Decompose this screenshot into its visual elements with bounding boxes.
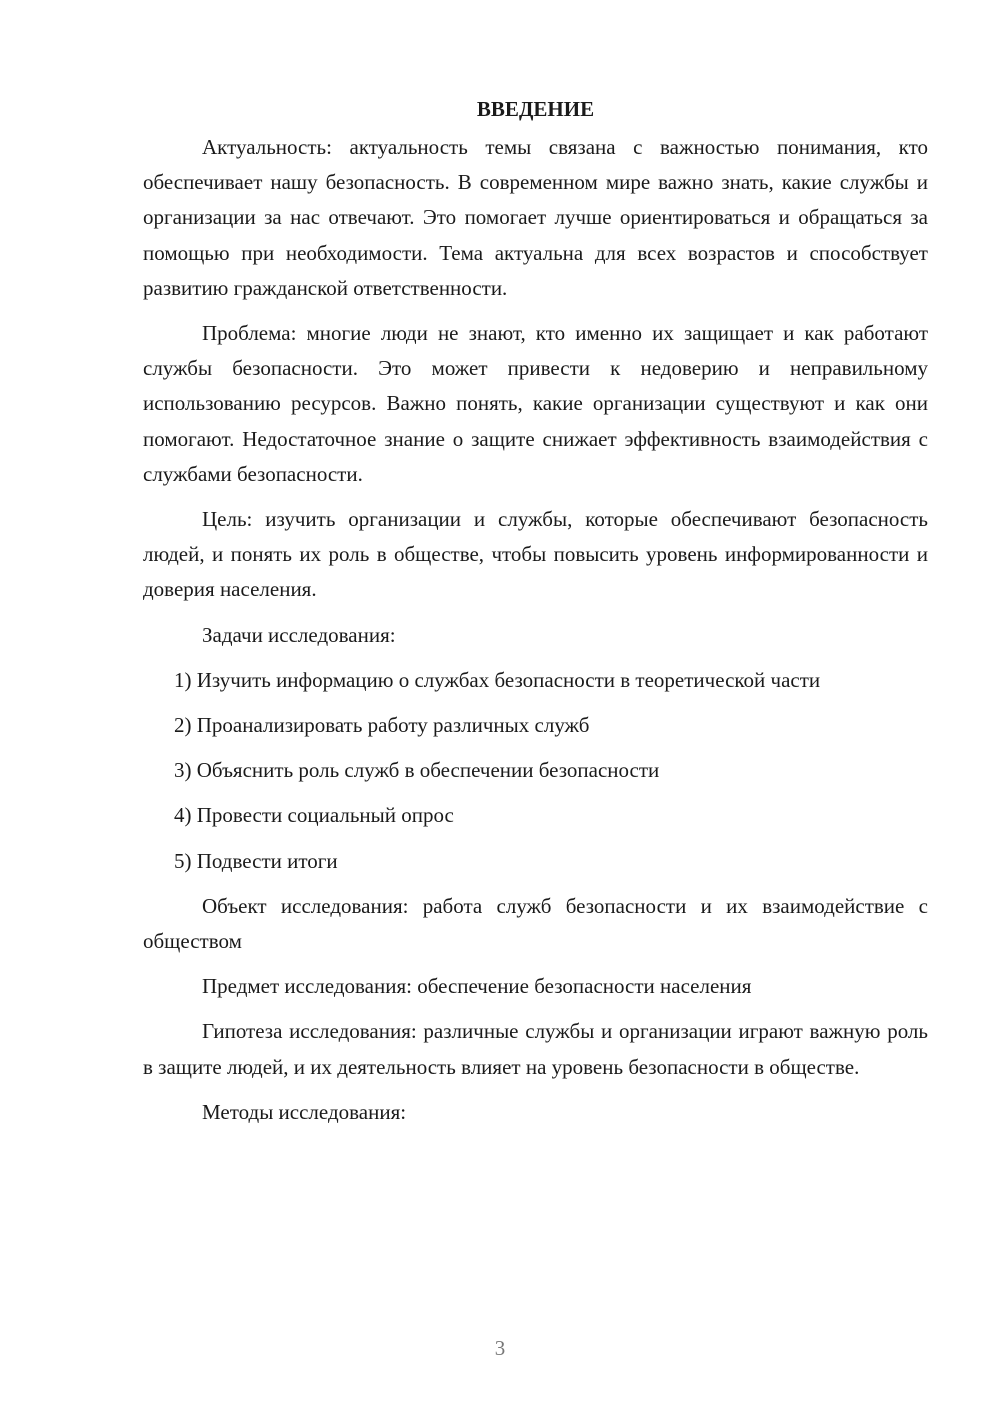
document-page: [143, 92, 928, 1140]
paragraph-relevance: Актуальность: актуальность темы связана с важностью понимания, кто обеспечивает нашу безопасность. В современном мире важно знать, какие службы и организации за нас отвечают. Это помогает лучше ориентироваться и обращаться за помощью при необходимости. Тема актуальна для всех возрастов и способствует развитию гражданской ответственности.: [143, 135, 928, 300]
paragraph-goal: Цель: изучить организации и службы, которые обеспечивают безопасность людей, и понять их роль в обществе, чтобы повысить уровень информированности и доверия населения.: [143, 507, 928, 602]
paragraph-hypothesis: Гипотеза исследования: различные службы и организации играют важную роль в защите людей, и их деятельность влияет на уровень безопасности в обществе.: [143, 1019, 928, 1079]
task-item-1: 1) Изучить информацию о службах безопасности в теоретической части: [174, 667, 821, 692]
section-heading: ВВЕДЕНИЕ: [476, 97, 595, 121]
paragraph-subject: Предмет исследования: обеспечение безопасности населения: [202, 974, 752, 999]
task-item-4: 4) Провести социальный опрос: [174, 803, 454, 828]
task-item-5: 5) Подвести итоги: [174, 848, 338, 873]
task-item-2: 2) Проанализировать работу различных служб: [174, 713, 590, 738]
paragraph-object: Объект исследования: работа служб безопасности и их взаимодействие с обществом: [143, 893, 928, 954]
paragraph-methods: Методы исследования:: [202, 1099, 407, 1124]
paragraph-problem: Проблема: многие люди не знают, кто именно их защищает и как работают службы безопасности. Это может привести к недоверию и неправильному использованию ресурсов. Важно понять, какие организации существуют и как они помогают. Недостаточное знание о защите снижает эффективность взаимодействия с службами безопасности.: [143, 321, 928, 486]
task-item-3: 3) Объяснить роль служб в обеспечении безопасности: [174, 758, 660, 783]
page-number: 3: [494, 1336, 506, 1360]
paragraph-tasks-intro: Задачи исследования:: [202, 622, 396, 647]
